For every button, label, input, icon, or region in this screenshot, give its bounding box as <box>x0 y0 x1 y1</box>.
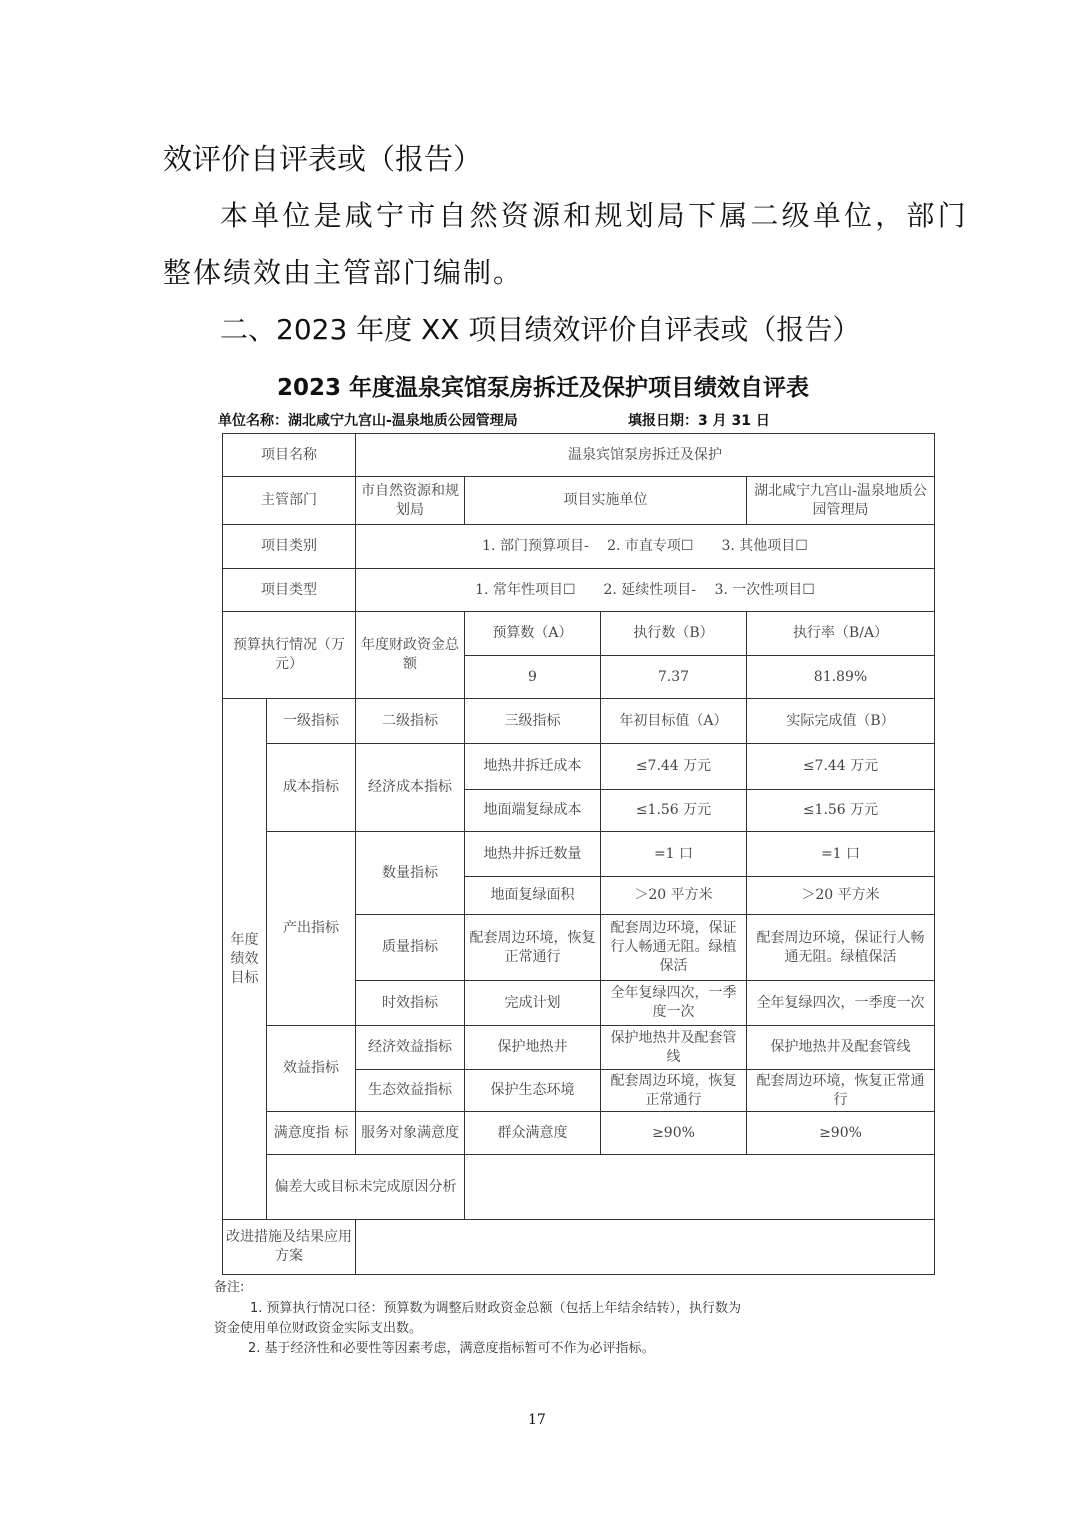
page-number: 17 <box>528 1412 546 1428</box>
budget-head: 预算数（A） <box>465 612 601 656</box>
level2-head: 二级指标 <box>356 699 465 744</box>
quality-indicator: 质量指标 <box>356 915 465 981</box>
satisfaction-actual: ≥90% <box>747 1112 935 1155</box>
table-row <box>223 699 935 744</box>
unit-name: 单位名称：湖北咸宁九宫山-温泉地质公园管理局 <box>218 413 518 429</box>
quality-target: 配套周边环境，保证行人畅通无阻。绿植保活 <box>601 915 747 981</box>
deviation-value <box>465 1155 935 1220</box>
impl-unit-label: 项目实施单位 <box>465 477 747 525</box>
eco-level3: 保护生态环境 <box>465 1070 601 1112</box>
qty-r2-level3: 地面复绿面积 <box>465 877 601 915</box>
performance-table <box>222 433 935 1275</box>
cost-r2-target: ≤1.56 万元 <box>601 790 747 832</box>
rate-head: 执行率（B/A） <box>747 612 935 656</box>
output-indicator: 产出指标 <box>267 832 356 1026</box>
category-label: 项目类别 <box>223 525 356 569</box>
dept-label: 主管部门 <box>223 477 356 525</box>
table-row <box>223 1220 935 1275</box>
table-title: 2023 年度温泉宾馆泵房拆迁及保护项目绩效自评表 <box>277 375 810 401</box>
budget-label: 预算执行情况（万元） <box>223 612 356 699</box>
target-head: 年初目标值（A） <box>601 699 747 744</box>
table-row <box>223 1112 935 1155</box>
impl-unit-value: 湖北咸宁九宫山-温泉地质公园管理局 <box>747 477 935 525</box>
econ-benefit-indicator: 经济效益指标 <box>356 1026 465 1070</box>
table-row <box>223 744 935 790</box>
type-label: 项目类型 <box>223 569 356 612</box>
timeliness-level3: 完成计划 <box>465 981 601 1026</box>
service-satisfaction-indicator: 服务对象满意度 <box>356 1112 465 1155</box>
satisfaction-level3: 群众满意度 <box>465 1112 601 1155</box>
report-date: 填报日期：3 月 31 日 <box>628 413 770 429</box>
dept-value: 市自然资源和规划局 <box>356 477 465 525</box>
table-row <box>223 569 935 612</box>
econ-level3: 保护地热井 <box>465 1026 601 1070</box>
table-row <box>223 525 935 569</box>
timeliness-indicator: 时效指标 <box>356 981 465 1026</box>
level3-head: 三级指标 <box>465 699 601 744</box>
table-row <box>223 612 935 656</box>
exec-value: 7.37 <box>601 656 747 699</box>
improvement-value <box>356 1220 935 1275</box>
cost-r1-actual: ≤7.44 万元 <box>747 744 935 790</box>
qty-r2-target: ＞20 平方米 <box>601 877 747 915</box>
table-row <box>223 832 935 877</box>
timeliness-actual: 全年复绿四次，一季度一次 <box>747 981 935 1026</box>
econ-target: 保护地热井及配套管线 <box>601 1026 747 1070</box>
cost-r1-target: ≤7.44 万元 <box>601 744 747 790</box>
timeliness-target: 全年复绿四次，一季度一次 <box>601 981 747 1026</box>
type-options: 1. 常年性项目☐ 2. 延续性项目- 3. 一次性项目☐ <box>356 569 935 612</box>
econ-actual: 保护地热井及配套管线 <box>747 1026 935 1070</box>
actual-head: 实际完成值（B） <box>747 699 935 744</box>
cost-r1-level3: 地热井拆迁成本 <box>465 744 601 790</box>
table-row <box>223 1026 935 1070</box>
intro-line-3: 整体绩效由主管部门编制。 <box>163 256 524 289</box>
cost-r2-level3: 地面端复绿成本 <box>465 790 601 832</box>
quality-level3: 配套周边环境，恢复正常通行 <box>465 915 601 981</box>
level1-head: 一级指标 <box>267 699 356 744</box>
note-1-continued: 资金使用单位财政资金实际支出数。 <box>214 1321 423 1336</box>
quality-actual: 配套周边环境，保证行人畅通无阻。绿植保活 <box>747 915 935 981</box>
eco-actual: 配套周边环境，恢复正常通行 <box>747 1070 935 1112</box>
goal-label: 年度绩效目标 <box>223 699 267 1220</box>
table-row <box>223 434 935 477</box>
notes-heading: 备注: <box>214 1280 245 1295</box>
cost-indicator: 成本指标 <box>267 744 356 832</box>
category-options: 1. 部门预算项目- 2. 市直专项☐ 3. 其他项目☐ <box>356 525 935 569</box>
satisfaction-target: ≥90% <box>601 1112 747 1155</box>
annual-fund-label: 年度财政资金总额 <box>356 612 465 699</box>
section-heading: 二、2023 年度 XX 项目绩效评价自评表或（报告） <box>220 313 861 346</box>
deviation-label: 偏差大或目标未完成原因分析 <box>267 1155 465 1220</box>
cost-r2-actual: ≤1.56 万元 <box>747 790 935 832</box>
project-name-label: 项目名称 <box>223 434 356 477</box>
table-row <box>223 477 935 525</box>
qty-r2-actual: ＞20 平方米 <box>747 877 935 915</box>
eco-target: 配套周边环境，恢复正常通行 <box>601 1070 747 1112</box>
rate-value: 81.89% <box>747 656 935 699</box>
satisfaction-indicator: 满意度指 标 <box>267 1112 356 1155</box>
quantity-indicator: 数量指标 <box>356 832 465 915</box>
qty-r1-target: =1 口 <box>601 832 747 877</box>
exec-head: 执行数（B） <box>601 612 747 656</box>
econ-cost-indicator: 经济成本指标 <box>356 744 465 832</box>
note-2: 2. 基于经济性和必要性等因素考虑，满意度指标暂可不作为必评指标。 <box>248 1341 655 1356</box>
intro-line-1: 效评价自评表或（报告） <box>163 142 483 176</box>
eco-benefit-indicator: 生态效益指标 <box>356 1070 465 1112</box>
qty-r1-level3: 地热井拆迁数量 <box>465 832 601 877</box>
benefit-indicator: 效益指标 <box>267 1026 356 1112</box>
note-1: 1. 预算执行情况口径：预算数为调整后财政资金总额（包括上年结余结转），执行数为 <box>250 1301 742 1316</box>
improvement-label: 改进措施及结果应用方案 <box>223 1220 356 1275</box>
qty-r1-actual: =1 口 <box>747 832 935 877</box>
intro-line-2: 本单位是咸宁市自然资源和规划局下属二级单位，部门 <box>220 199 969 232</box>
project-name-value: 温泉宾馆泵房拆迁及保护 <box>356 434 935 477</box>
budget-value: 9 <box>465 656 601 699</box>
table-row <box>223 1155 935 1220</box>
